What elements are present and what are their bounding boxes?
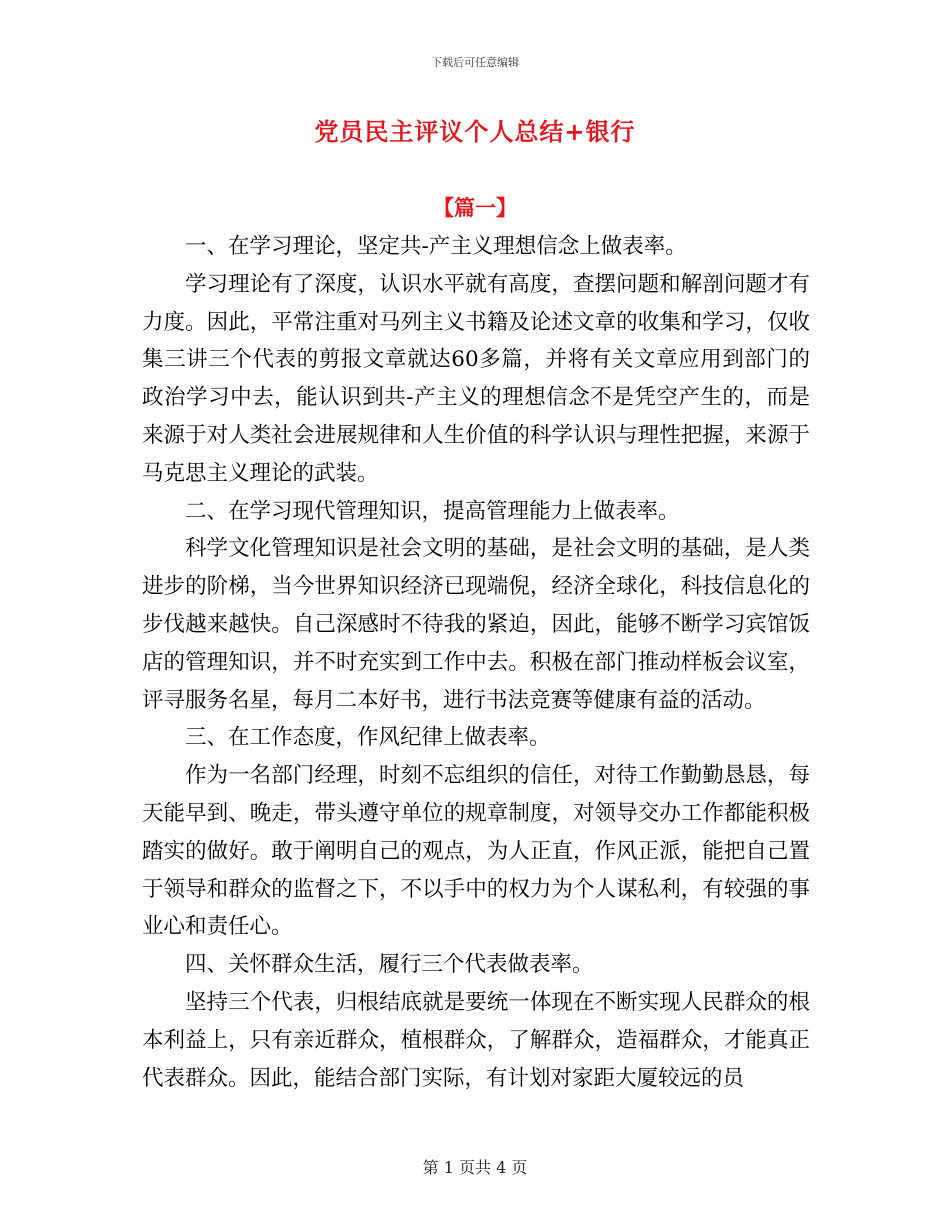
section-label: 【篇一】 [433, 195, 517, 220]
page-indicator: 第 1 页共 4 页 [422, 1158, 528, 1177]
header-note: 下载后可任意编辑 [431, 56, 519, 69]
paragraph-heading-2: 二、在学习现代管理知识，提高管理能力上做表率。 [185, 498, 680, 524]
paragraph: 作为一名部门经理，时刻不忘组织的信任，对待工作勤勤恳恳，每天能早到、晚走，带头遵守单位的规章制度，对领导交办工作都能积极踏实的做好。敢于阐明自己的观点，为人正直，作风正派，能把自己置于领导和群众的监督之下，不以手中的权力为个人谋私利，有较强的事业心和责任心。 [142, 763, 810, 940]
paragraph: 坚持三个代表，归根结底就是要统一体现在不断实现人民群众的根本利益上，只有亲近群众，植根群众，了解群众，造福群众，才能真正代表群众。因此，能结合部门实际，有计划对家距大厦较远的员 [142, 989, 810, 1091]
paragraph: 科学文化管理知识是社会文明的基础，是社会文明的基础，是人类进步的阶梯，当今世界知识经济已现端倪，经济全球化，科技信息化的步伐越来越快。自己深感时不待我的紧迫，因此，能够不断学习宾馆饭店的管理知识，并不时充实到工作中去。积极在部门推动样板会议室，评寻服务名星，每月二本好书，进行书法竞赛等健康有益的活动。 [142, 536, 810, 713]
paragraph-heading-4: 四、关怀群众生活，履行三个代表做表率。 [185, 952, 594, 978]
paragraph: 学习理论有了深度，认识水平就有高度，查摆问题和解剖问题才有力度。因此，平常注重对马列主义书籍及论述文章的收集和学习，仅收集三讲三个代表的剪报文章就达60多篇，并将有关文章应用到部门的政治学习中去，能认识到共-产主义的理想信念不是凭空产生的，而是来源于对人类社会进展规律和人生价值的科学认识与理性把握，来源于马克思主义理论的武装。 [142, 271, 810, 486]
document-body [142, 228, 810, 1097]
paragraph-heading-3: 三、在工作态度，作风纪律上做表率。 [185, 725, 551, 751]
document-title: 党员民主评议个人总结+银行 [314, 117, 636, 146]
paragraph-heading-1: 一、在学习理论，坚定共-产主义理想信念上做表率。 [185, 234, 687, 259]
